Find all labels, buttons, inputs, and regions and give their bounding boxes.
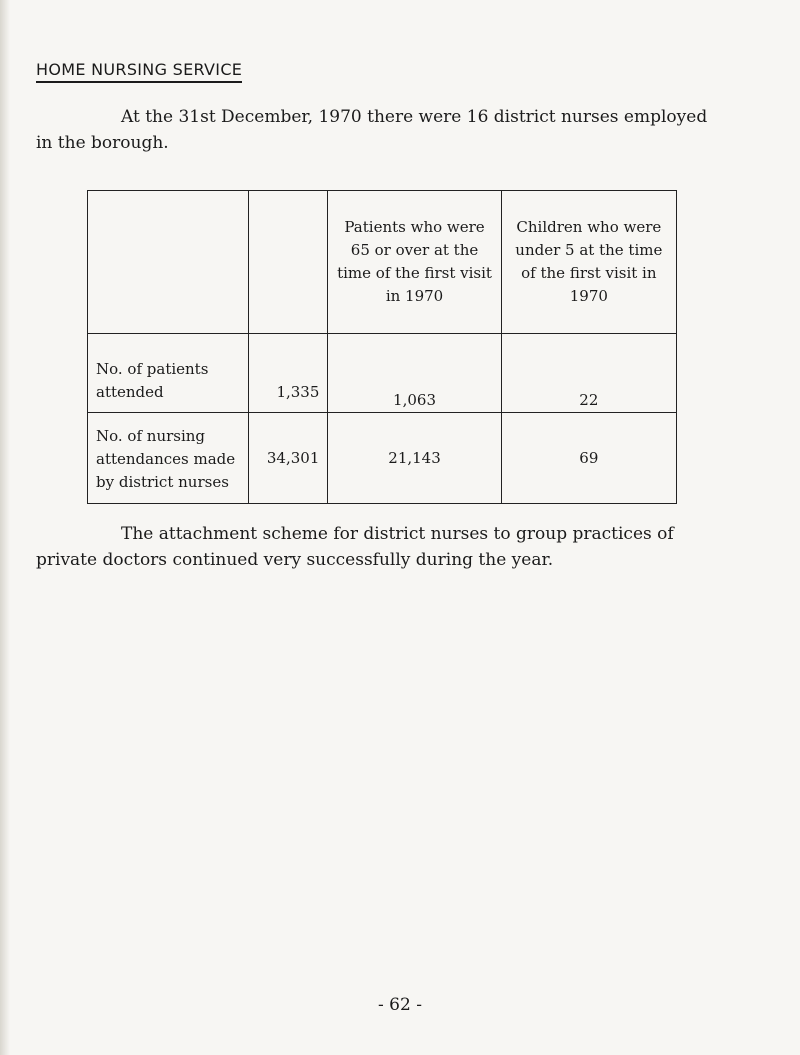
page-title: HOME NURSING SERVICE (36, 60, 242, 83)
table-row (88, 413, 677, 504)
children-value: 22 (501, 334, 676, 413)
table-header-row (88, 191, 677, 334)
table-total-header-cell (249, 191, 328, 334)
page-edge (0, 0, 10, 1055)
total-value: 1,335 (249, 334, 328, 413)
elderly-column-header: Patients who were 65 or over at the time of the first visit in 1970 (328, 191, 501, 334)
children-column-header: Children who were under 5 at the time of the first visit in 1970 (501, 191, 676, 334)
row-label: No. of patients attended (88, 334, 249, 413)
intro-text: At the 31st December, 1970 there were 16 district nurses employed in the borough. (36, 107, 708, 153)
table-corner-cell (88, 191, 249, 334)
page-number: - 62 - (378, 995, 422, 1015)
elderly-value: 21,143 (328, 413, 501, 504)
total-value: 34,301 (249, 413, 328, 504)
elderly-value: 1,063 (328, 334, 501, 413)
nursing-statistics-table (87, 190, 677, 504)
intro-paragraph (36, 104, 726, 156)
row-label: No. of nursing attendances made by district nurses (88, 413, 249, 504)
closing-paragraph (36, 521, 726, 573)
closing-text: The attachment scheme for district nurses to group practices of private doctors continued very successfully during the year. (36, 524, 674, 570)
table-row (88, 334, 677, 413)
children-value: 69 (501, 413, 676, 504)
